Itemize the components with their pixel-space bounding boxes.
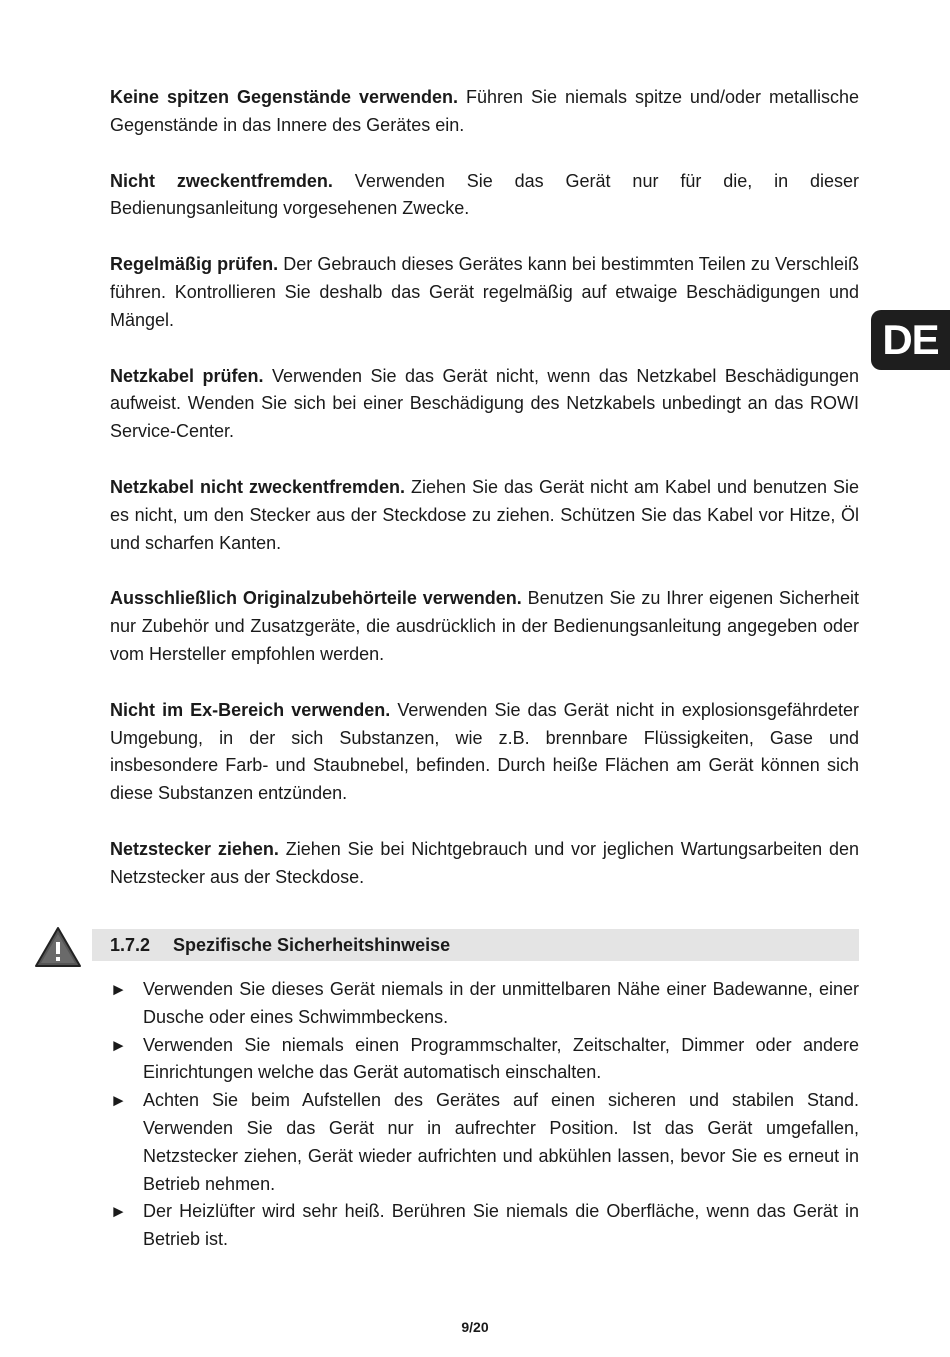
paragraph: [110, 84, 859, 140]
arrow-bullet-icon: ►: [110, 1035, 127, 1055]
paragraph-lead: Netzstecker ziehen.: [110, 838, 279, 859]
paragraph: [110, 363, 859, 446]
paragraph: [110, 251, 859, 334]
list-item: [110, 976, 859, 1032]
list-item: [110, 1198, 859, 1254]
list-item: [110, 1087, 859, 1198]
section-title: Spezifische Sicherheitshinweise: [173, 934, 451, 955]
section-heading: [92, 929, 859, 961]
arrow-bullet-icon: ►: [110, 1202, 127, 1222]
paragraph-text: Verwenden Sie das Gerät nicht, wenn das Netzkabel Beschädigungen aufweist. Wenden Sie sich bei einer Beschädigung des Netzkabels unbedingt an das ROWI Service-Center.: [110, 365, 859, 442]
paragraph-text: Führen Sie niemals spitze und/oder metallische Gegenstände in das Innere des Gerätes ein.: [110, 87, 859, 135]
paragraph-text: Verwenden Sie das Gerät nur für die, in dieser Bedienungsanleitung vorgesehenen Zwecke.: [110, 170, 859, 219]
paragraph-text: Verwenden Sie das Gerät nicht in explosionsgefährdeter Umgebung, in der sich Substanzen, wie z.B. brennbare Flüssigkeiten, Gase und insbesondere Farb- und Staubnebel, befinden. Durch heiße Flächen am Gerät können sich diese Substanzen entzünden.: [110, 699, 859, 804]
paragraph-text: Ziehen Sie bei Nichtgebrauch und vor jeglichen Wartungsarbeiten den Netzstecker aus der Steckdose.: [110, 838, 859, 887]
paragraph: [110, 697, 859, 808]
paragraph-lead: Netzkabel prüfen.: [110, 365, 264, 386]
paragraph-lead: Keine spitzen Gegenstände verwenden.: [110, 87, 458, 107]
paragraph: [110, 474, 859, 557]
paragraph-text: Ziehen Sie das Gerät nicht am Kabel und benutzen Sie es nicht, um den Stecker aus der Steckdose zu ziehen. Schützen Sie das Kabel vor Hitze, Öl und scharfen Kanten.: [110, 476, 859, 553]
arrow-bullet-icon: ►: [110, 1091, 127, 1111]
page-number: 9/20: [461, 1319, 489, 1335]
paragraph-lead: Netzkabel nicht zweckentfremden.: [110, 476, 406, 497]
paragraph-lead: Regelmäßig prüfen.: [110, 254, 279, 275]
paragraph: [110, 168, 859, 224]
paragraph: [110, 585, 859, 668]
paragraph-lead: Nicht im Ex-Bereich verwenden.: [110, 699, 391, 720]
bullet-text: Verwenden Sie niemals einen Programmschalter, Zeitschalter, Dimmer oder andere Einrichtungen welche das Gerät automatisch einschalten.: [143, 1034, 859, 1083]
bullet-list: [110, 976, 859, 1254]
paragraph-lead: Nicht zweckentfremden.: [110, 170, 333, 191]
paragraph-text: Benutzen Sie zu Ihrer eigenen Sicherheit nur Zubehör und Zusatzgeräte, die ausdrücklich in der Bedienungsanleitung angegeben oder vom Hersteller empfohlen werden.: [110, 588, 859, 664]
safety-paragraphs: [110, 84, 859, 920]
bullet-text: Achten Sie beim Aufstellen des Gerätes auf einen sicheren und stabilen Stand. Verwenden Sie das Gerät nur in aufrechter Position. Ist das Gerät umgefallen, Netzstecker ziehen, Gerät wieder aufrichten und abkühlen lassen, bevor Sie es erneut in Betrieb nehmen.: [143, 1090, 859, 1194]
bullet-text: Der Heizlüfter wird sehr heiß. Berühren Sie niemals die Oberfläche, wenn das Gerät in Betrieb ist.: [143, 1201, 859, 1250]
language-tab: DE: [871, 310, 950, 370]
warning-triangle-icon: [34, 926, 82, 968]
section-number: 1.7.2: [110, 934, 151, 955]
paragraph: [110, 836, 859, 892]
paragraph-text: Der Gebrauch dieses Gerätes kann bei bestimmten Teilen zu Verschleiß führen. Kontrollieren Sie deshalb das Gerät regelmäßig auf etwaige Beschädigungen und Mängel.: [110, 254, 859, 330]
arrow-bullet-icon: ►: [110, 980, 127, 999]
paragraph-lead: Ausschließlich Originalzubehörteile verwenden.: [110, 588, 522, 609]
bullet-text: Verwenden Sie dieses Gerät niemals in der unmittelbaren Nähe einer Badewanne, einer Dusche oder eines Schwimmbeckens.: [143, 979, 859, 1027]
list-item: [110, 1032, 859, 1088]
